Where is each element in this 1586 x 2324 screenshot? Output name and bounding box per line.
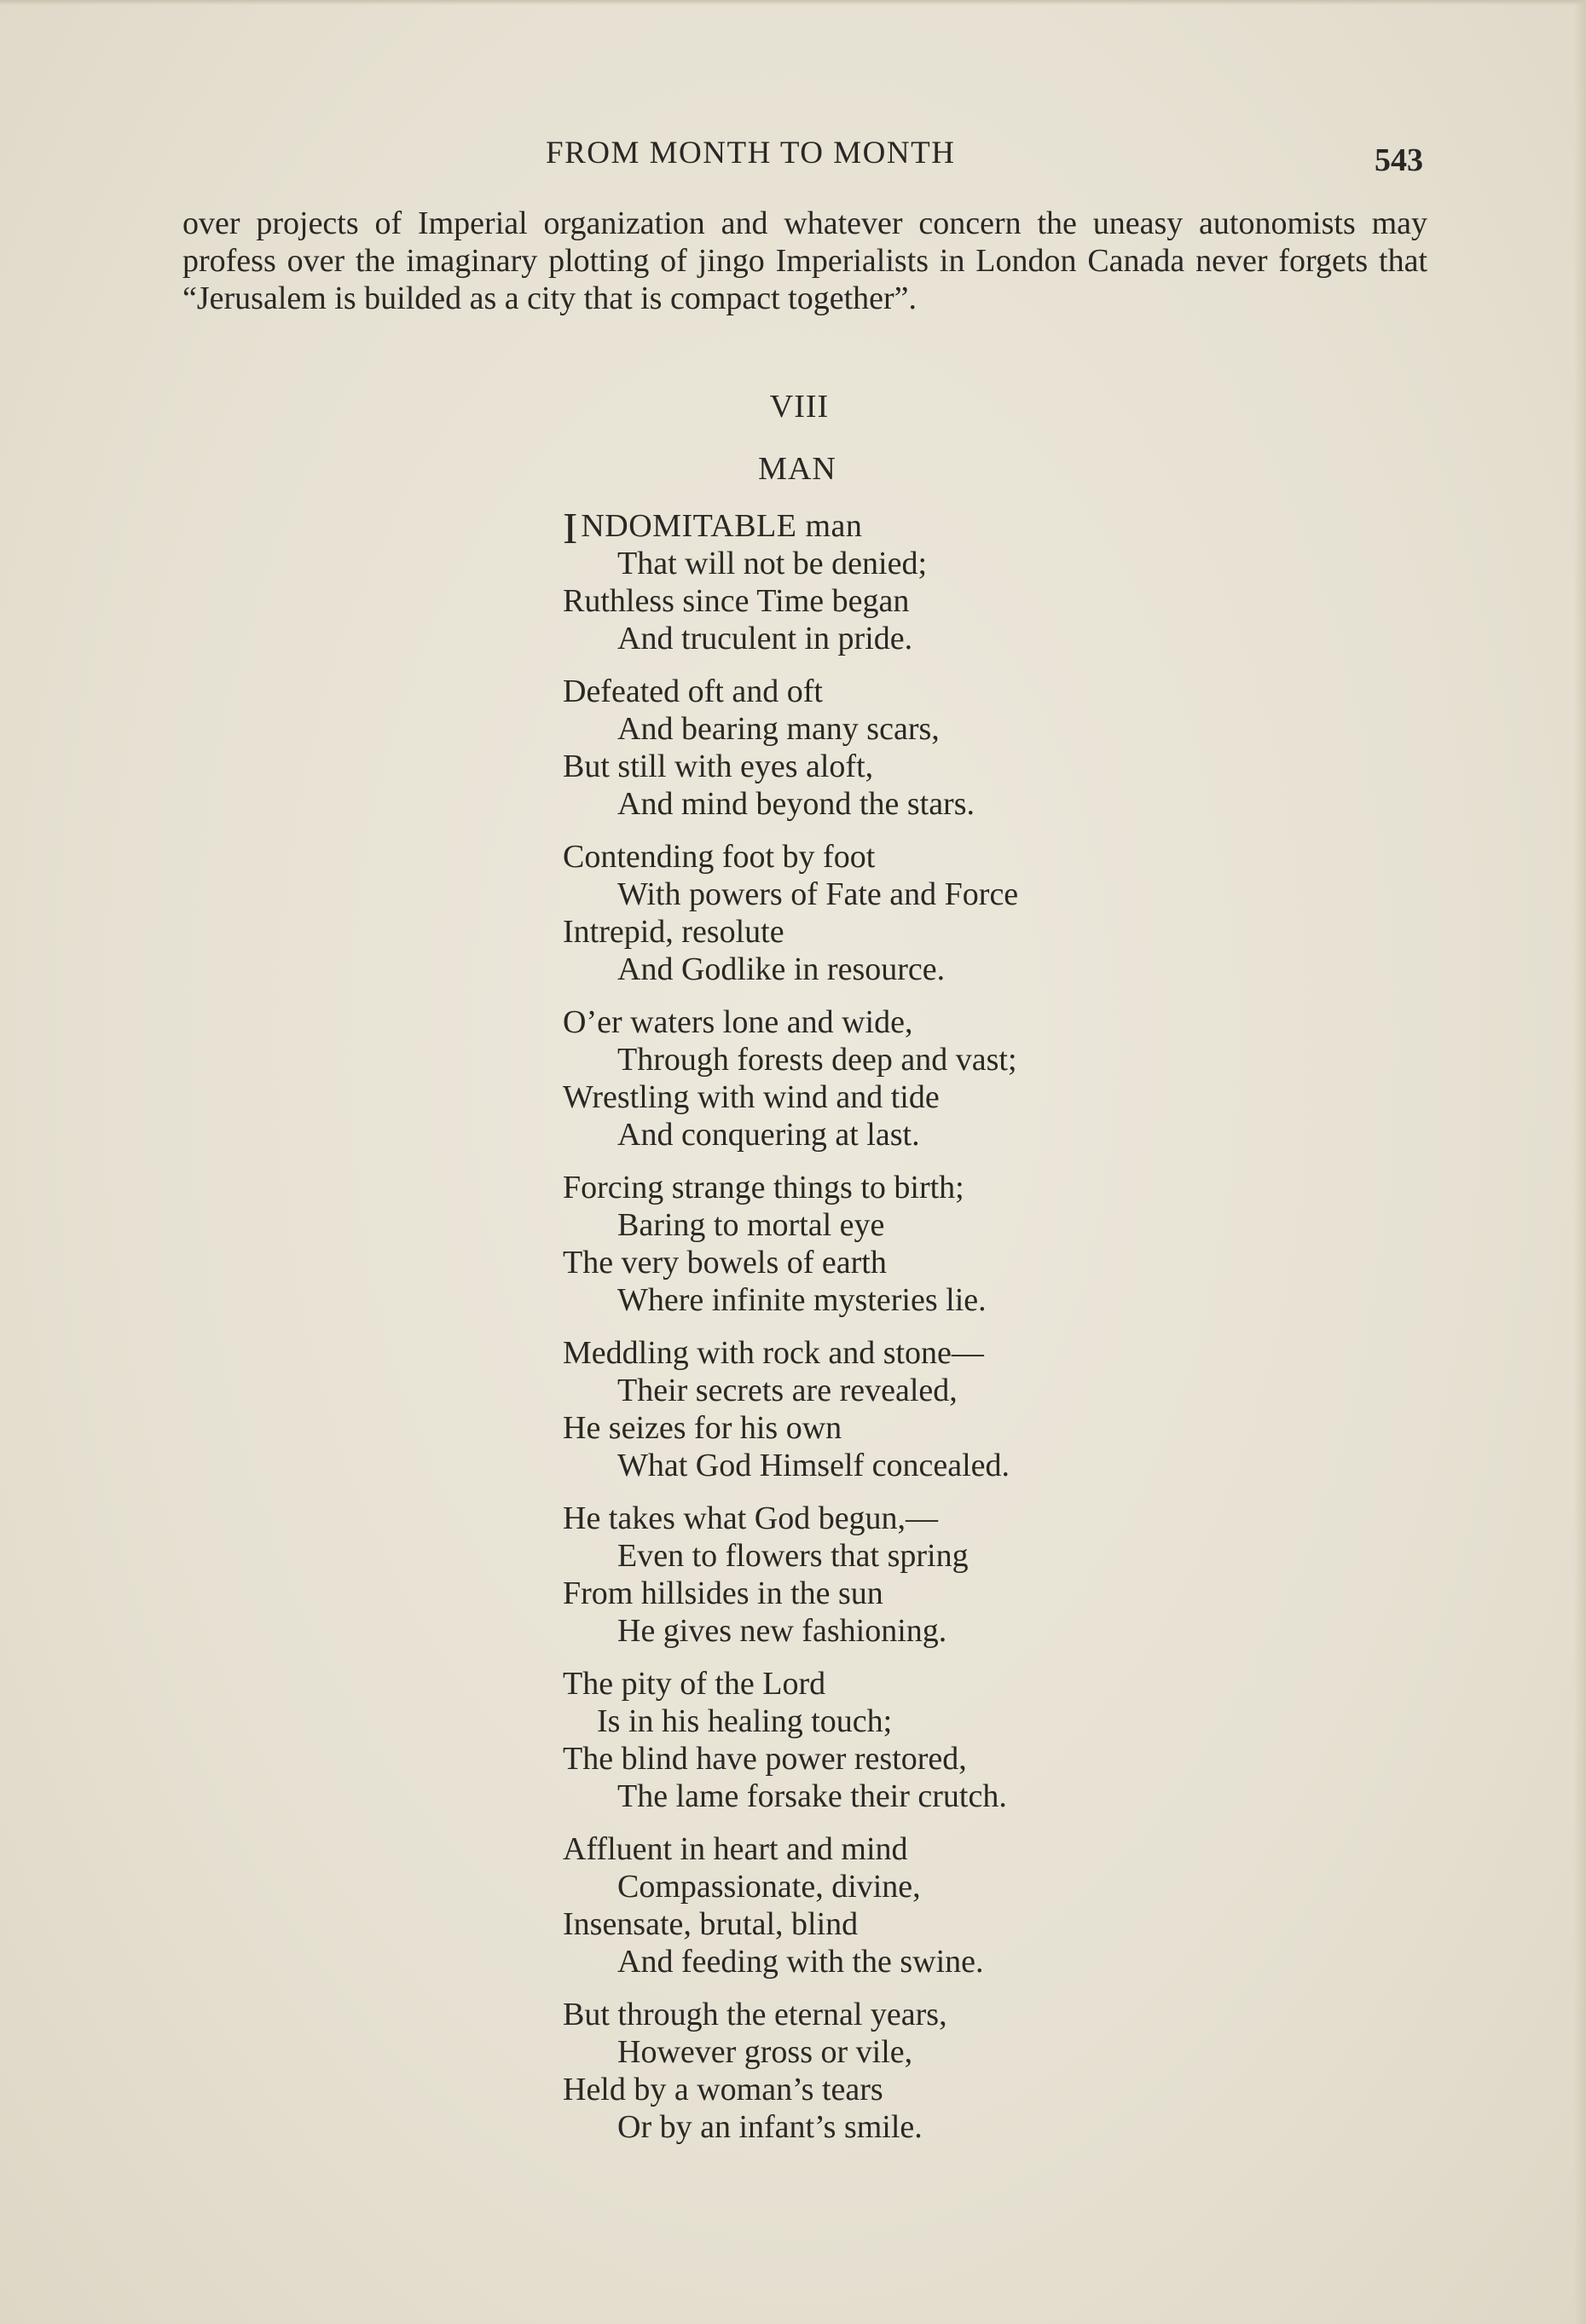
poem-title: MAN xyxy=(758,451,836,487)
poem-line: Defeated oft and oft xyxy=(563,673,823,709)
poem-line: The pity of the Lord xyxy=(563,1666,826,1702)
poem-line: Insensate, brutal, blind xyxy=(563,1906,859,1942)
stanza-3 xyxy=(563,838,1245,988)
poem-line: And feeding with the swine. xyxy=(617,1944,984,1980)
poem-line: He gives new fashioning. xyxy=(617,1613,947,1649)
poem-line: Wrestling with wind and tide xyxy=(563,1079,940,1115)
poem-line: Their secrets are revealed, xyxy=(617,1373,958,1408)
poem-line: He seizes for his own xyxy=(563,1410,842,1446)
stanza-9 xyxy=(563,1830,1245,1980)
poem-line: And Godlike in resource. xyxy=(617,951,946,987)
stanza-10 xyxy=(563,1996,1245,2146)
poem-line: The lame forsake their crutch. xyxy=(617,1778,1007,1814)
poem-line-first xyxy=(563,505,1245,553)
section-number: VIII xyxy=(769,389,830,425)
running-head xyxy=(0,135,1586,186)
poem-line: Meddling with rock and stone— xyxy=(563,1335,984,1371)
poem-line: Through forests deep and vast; xyxy=(617,1042,1017,1078)
poem-line-first-text: NDOMITABLE man xyxy=(581,508,863,544)
poem-line: Or by an infant’s smile. xyxy=(617,2109,923,2145)
stanza-8 xyxy=(563,1665,1245,1815)
page-top-edge xyxy=(0,0,1586,5)
poem-line: But still with eyes aloft, xyxy=(563,749,874,784)
stanza-4 xyxy=(563,1003,1245,1153)
poem-line: And truculent in pride. xyxy=(617,621,913,656)
poem-line: Baring to mortal eye xyxy=(617,1207,885,1243)
poem-line: With powers of Fate and Force xyxy=(617,876,1019,912)
poem-line: Intrepid, resolute xyxy=(563,914,784,950)
prose-paragraph: over projects of Imperial organization and whatever concern the uneasy autonomists may profess over the imaginary plotting of jingo Imperialists in London Canada never forgets that “Jerusalem is builded as a city that is compact together”. xyxy=(182,205,1427,316)
poem-line: Even to flowers that spring xyxy=(617,1538,969,1574)
stanza-6 xyxy=(563,1334,1245,1484)
poem-line: O’er waters lone and wide, xyxy=(563,1004,913,1040)
poem-line: And mind beyond the stars. xyxy=(617,786,975,822)
poem-line: And bearing many scars, xyxy=(617,711,940,747)
poem-line: From hillsides in the sun xyxy=(563,1575,883,1611)
poem-line: But through the eternal years, xyxy=(563,1997,947,2032)
poem-body xyxy=(563,507,1245,2161)
poem-line: Compassionate, divine, xyxy=(617,1869,921,1905)
poem-line: However gross or vile, xyxy=(617,2034,913,2070)
poem-line: Forcing strange things to birth; xyxy=(563,1170,964,1205)
poem-line: That will not be denied; xyxy=(617,546,928,581)
poem-line: The very bowels of earth xyxy=(563,1245,887,1281)
poem-line: What God Himself concealed. xyxy=(617,1448,1010,1483)
running-title: FROM MONTH TO MONTH xyxy=(546,136,956,171)
page-right-edge xyxy=(1574,0,1586,2324)
stanza-1 xyxy=(563,507,1245,657)
poem-line: The blind have power restored, xyxy=(563,1741,967,1777)
stanza-7 xyxy=(563,1500,1245,1650)
poem-line: Where infinite mysteries lie. xyxy=(617,1282,987,1318)
stanza-2 xyxy=(563,673,1245,823)
poem-line: Affluent in heart and mind xyxy=(563,1831,908,1867)
stanza-5 xyxy=(563,1169,1245,1319)
poem-line: And conquering at last. xyxy=(617,1117,920,1153)
poem-line: He takes what God begun,— xyxy=(563,1500,939,1536)
page-number: 543 xyxy=(1375,142,1423,178)
poem-line: Ruthless since Time began xyxy=(563,583,910,619)
drop-cap: I xyxy=(563,505,578,553)
poem-line: Is in his healing touch; xyxy=(597,1703,893,1739)
poem-line: Contending foot by foot xyxy=(563,839,876,875)
poem-line: Held by a woman’s tears xyxy=(563,2072,883,2107)
